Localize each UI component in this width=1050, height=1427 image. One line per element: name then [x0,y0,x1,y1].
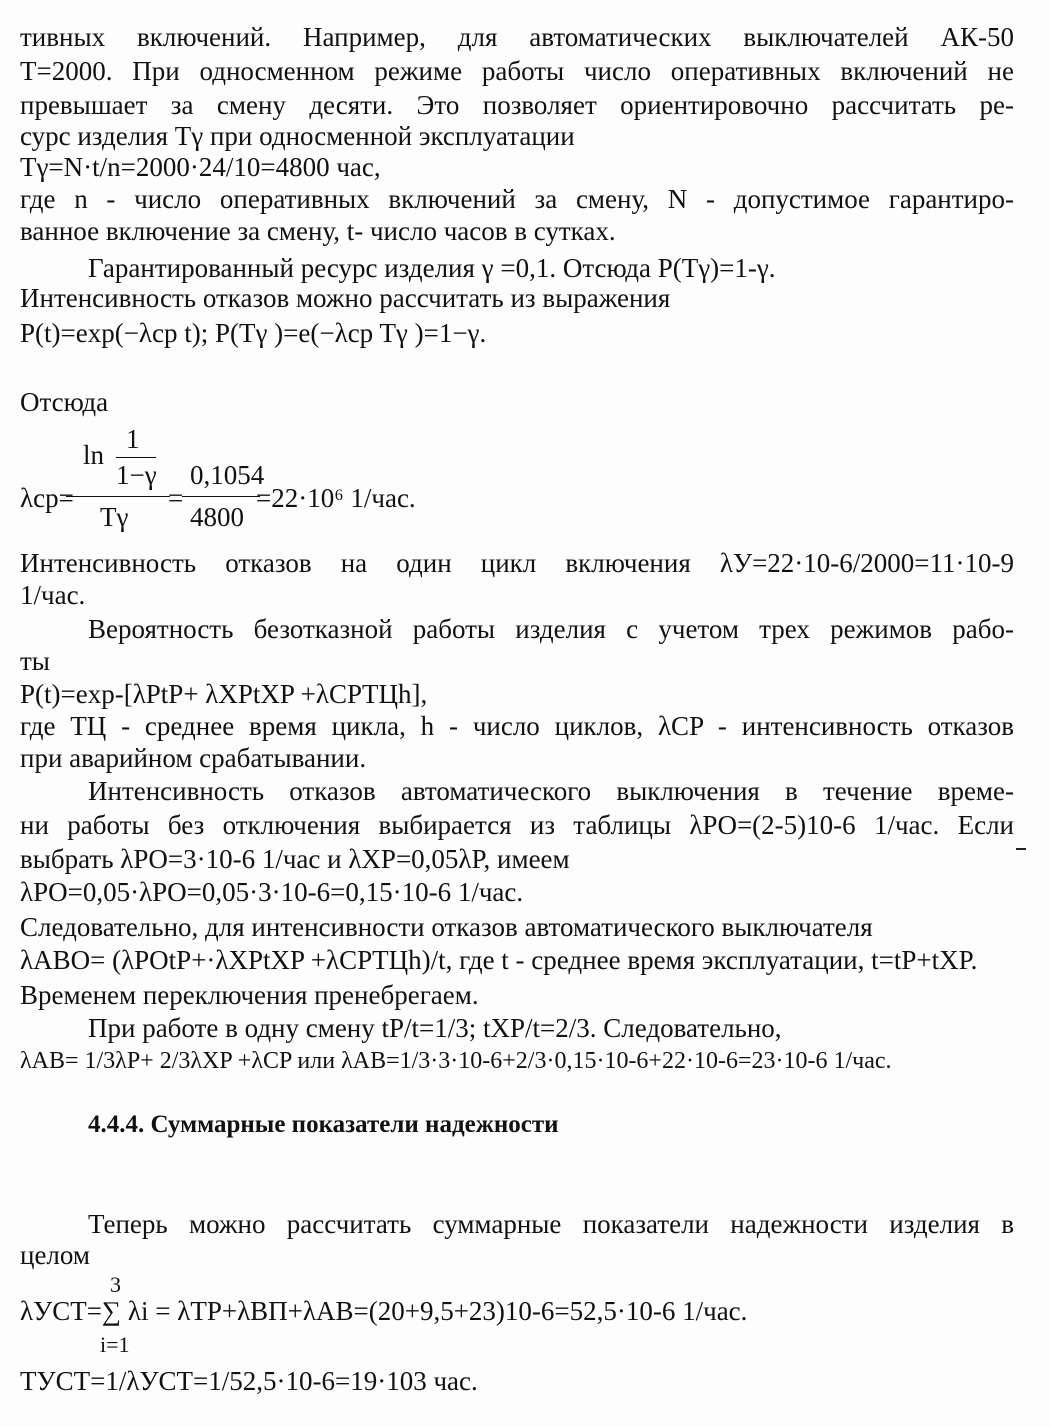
sum-upper-limit: 3 [110,1272,121,1297]
text-line-2: T=2000. При односменном режиме работы число оперативных включений не [20,56,1014,86]
text-line-8: Гарантированный ресурс изделия γ =0,1. Отсюда P(Tγ)=1-γ. [88,253,776,283]
formula-t-gamma: Tγ [100,502,129,532]
text-line-15: ты [20,646,50,676]
text-line-20: ни работы без отключения выбирается из таблицы λPO=(2-5)10-6 1/час. Если [20,810,1014,840]
text-line-14: Вероятность безотказной работы изделия с учетом трех режимов рабо- [88,614,1014,644]
text-line-26: При работе в одну смену tP/t=1/3; tXP/t=2/3. Следовательно, [88,1013,782,1043]
text-line-21: выбрать λPO=3·10-6 1/час и λXP=0,05λP, имеем [20,844,570,874]
margin-mark [1016,848,1026,850]
text-line-4: сурс изделия Tγ при односменной эксплуатации [20,121,575,151]
formula-t-ust: TУСТ=1/λУСТ=1/52,5·10-6=19·103 час. [20,1366,478,1396]
formula-one-minus-gamma: 1−γ [116,460,157,490]
formula-one: 1 [126,424,140,454]
text-line-19: Интенсивность отказов автоматического выключения в течение време- [88,776,1014,806]
formula-p-t-modes: P(t)=exp-[λPtP+ λXPtXP +λCPTЦh], [20,679,428,709]
text-line-12: Интенсивность отказов на один цикл включения λУ=22·10-6/2000=11·10-9 [20,548,1014,578]
text-line-13: 1/час. [20,580,86,610]
formula-result: =22·10⁶ 1/час. [256,483,416,513]
formula-ty: Tγ=N·t/n=2000·24/10=4800 час, [20,152,381,182]
text-otsyuda: Отсюда [20,387,109,417]
text-line-17: где TЦ - среднее время цикла, h - число циклов, λCP - интенсивность отказов [20,711,1014,741]
text-line-6: где n - число оперативных включений за смену, N - допустимое гарантиро- [20,184,1014,214]
formula-p-t: P(t)=exp(−λcp t); P(Tγ )=e(−λcp Tγ )=1−γ. [20,318,487,348]
numeric-fraction-bar [182,496,260,497]
formula-denominator: 4800 [190,502,244,532]
text-line-18: при аварийном срабатывании. [20,743,367,773]
formula-sum: λУСТ=∑ λi = λTP+λВП+λAB=(20+9,5+23)10-6=52,5·10-6 1/час. [20,1296,748,1326]
main-fraction-bar [66,496,170,497]
sum-lower-limit: i=1 [100,1332,130,1357]
text-line-23: Следовательно, для интенсивности отказов автоматического выключателя [20,912,873,942]
text-line-9: Интенсивность отказов можно рассчитать из выражения [20,283,671,313]
text-line-29: целом [20,1240,90,1270]
section-heading: 4.4.4. Суммарные показатели надежности [88,1111,559,1138]
formula-lambda-cp: λcp= [20,483,74,513]
formula-lambda-po: λPO=0,05·λPO=0,05·3·10-6=0,15·10-6 1/час. [20,877,524,907]
formula-equals: = [168,483,184,513]
formula-numerator: 0,1054 [190,460,265,490]
text-line-25: Временем переключения пренебрегаем. [20,980,479,1010]
text-line-7: ванное включение за смену, t- число часов в сутках. [20,216,616,246]
formula-lambda-ab: λAB= 1/3λP+ 2/3λXP +λCP или λAB=1/3·3·10-6+2/3·0,15·10-6+22·10-6=23·10-6 1/час. [20,1048,892,1074]
text-line-1: тивных включений. Например, для автоматических выключателей АК-50 [20,22,1014,52]
formula-ln: ln [83,440,105,470]
text-line-3: превышает за смену десяти. Это позволяет ориентировочно рассчитать ре- [20,90,1014,120]
text-line-28: Теперь можно рассчитать суммарные показатели надежности изделия в [88,1209,1014,1239]
inner-fraction-bar [116,457,156,458]
formula-lambda-abo: λABO= (λPOtP+·λXPtXP +λCPTЦh)/t, где t - среднее время эксплуатации, t=tP+tXP. [20,945,978,975]
